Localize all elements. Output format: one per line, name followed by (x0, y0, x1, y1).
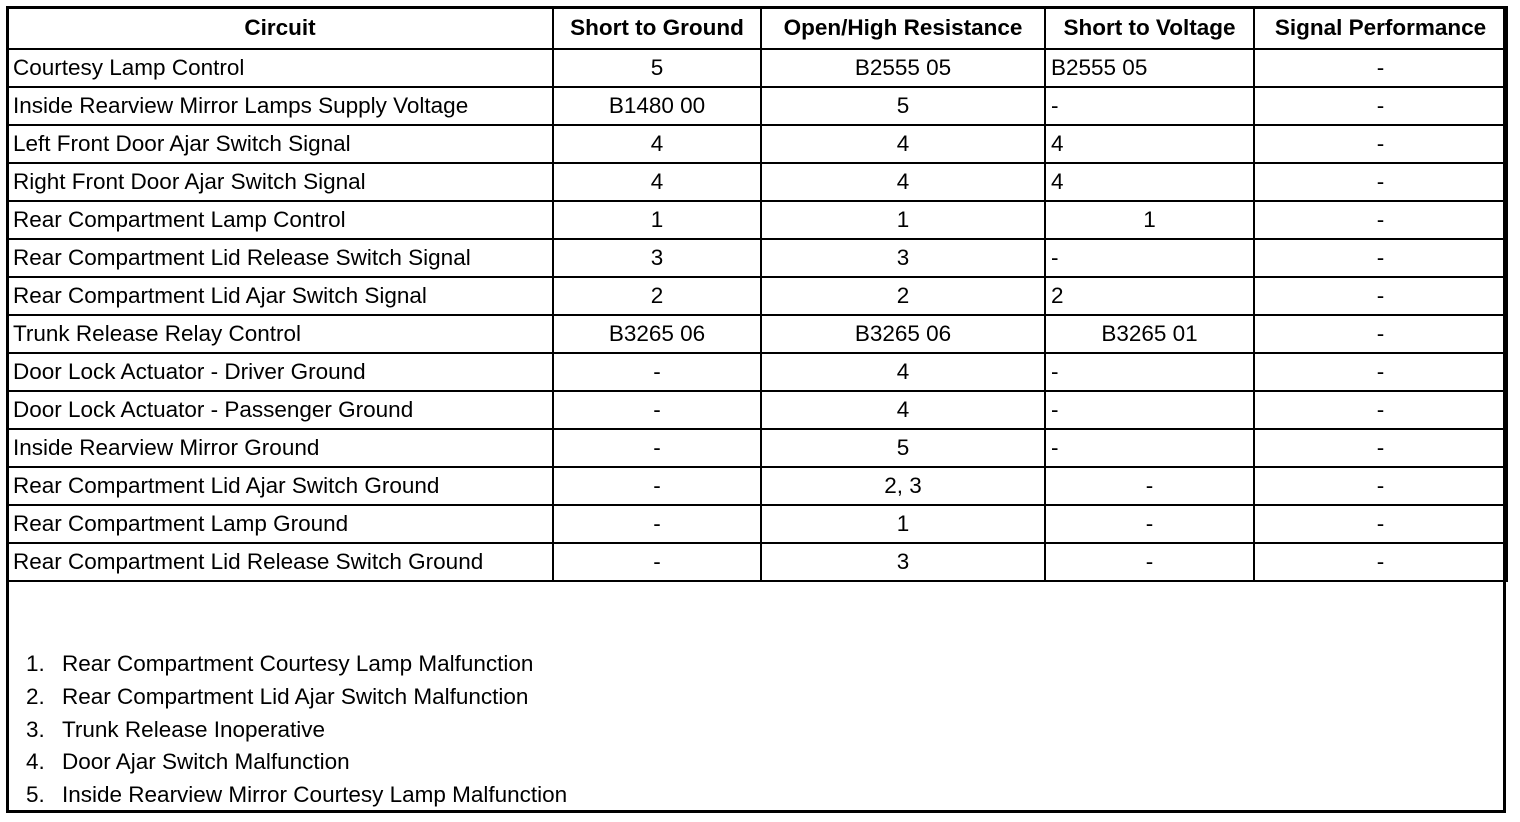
footnote-item (26, 681, 567, 714)
circuit-name-cell: Rear Compartment Lamp Control (7, 201, 553, 239)
signal-performance-cell: - (1254, 163, 1507, 201)
short-to-voltage-cell: - (1045, 429, 1254, 467)
signal-performance-cell: - (1254, 201, 1507, 239)
short-to-ground-cell: - (553, 505, 761, 543)
open-high-resistance-cell: 1 (761, 505, 1045, 543)
table-row (7, 353, 1507, 391)
table-row (7, 49, 1507, 87)
footnote-text: Rear Compartment Lid Ajar Switch Malfunction (62, 683, 529, 709)
signal-performance-cell: - (1254, 125, 1507, 163)
table-row (7, 239, 1507, 277)
short-to-voltage-cell: - (1045, 543, 1254, 581)
table-row (7, 391, 1507, 429)
circuit-name-cell: Rear Compartment Lid Ajar Switch Ground (7, 467, 553, 505)
short-to-voltage-cell: - (1045, 391, 1254, 429)
table-row (7, 543, 1507, 581)
table-header-row (7, 7, 1507, 49)
table-row (7, 163, 1507, 201)
footnote-number: 5. (26, 782, 45, 808)
table-row (7, 87, 1507, 125)
circuit-name-cell: Rear Compartment Lamp Ground (7, 505, 553, 543)
short-to-ground-cell: - (553, 353, 761, 391)
short-to-ground-cell: 4 (553, 125, 761, 163)
table-row (7, 315, 1507, 353)
open-high-resistance-cell: 4 (761, 353, 1045, 391)
signal-performance-cell: - (1254, 49, 1507, 87)
signal-performance-cell: - (1254, 277, 1507, 315)
footnote-item (26, 746, 567, 779)
circuit-name-cell: Inside Rearview Mirror Ground (7, 429, 553, 467)
short-to-ground-cell: - (553, 467, 761, 505)
short-to-voltage-cell: - (1045, 353, 1254, 391)
signal-performance-cell: - (1254, 429, 1507, 467)
footnote-text: Trunk Release Inoperative (62, 716, 326, 742)
circuit-name-cell: Rear Compartment Lid Release Switch Signal (7, 239, 553, 277)
circuit-name-cell: Door Lock Actuator - Driver Ground (7, 353, 553, 391)
open-high-resistance-cell: B2555 05 (761, 49, 1045, 87)
short-to-ground-cell: - (553, 543, 761, 581)
footnote-item (26, 714, 567, 747)
footnote-item (26, 648, 567, 681)
short-to-voltage-cell: 2 (1045, 277, 1254, 315)
table-row (7, 467, 1507, 505)
footnote-text: Rear Compartment Courtesy Lamp Malfunction (62, 651, 534, 676)
circuit-name-cell: Rear Compartment Lid Ajar Switch Signal (7, 277, 553, 315)
signal-performance-cell: - (1254, 239, 1507, 277)
signal-performance-cell: - (1254, 391, 1507, 429)
header-short-to-voltage: Short to Voltage (1045, 7, 1254, 49)
signal-performance-cell: - (1254, 505, 1507, 543)
open-high-resistance-cell: B3265 06 (761, 315, 1045, 353)
footnote-number: 1. (26, 651, 45, 676)
footnote-number: 3. (26, 716, 45, 742)
table-row (7, 201, 1507, 239)
open-high-resistance-cell: 4 (761, 391, 1045, 429)
footnote-number: 2. (26, 683, 45, 709)
table-row (7, 429, 1507, 467)
short-to-voltage-cell: B3265 01 (1045, 315, 1254, 353)
header-open-high-resistance: Open/High Resistance (761, 7, 1045, 49)
circuit-name-cell: Left Front Door Ajar Switch Signal (7, 125, 553, 163)
short-to-ground-cell: B3265 06 (553, 315, 761, 353)
signal-performance-cell: - (1254, 87, 1507, 125)
short-to-ground-cell: 3 (553, 239, 761, 277)
short-to-voltage-cell: - (1045, 505, 1254, 543)
short-to-voltage-cell: 1 (1045, 201, 1254, 239)
open-high-resistance-cell: 3 (761, 239, 1045, 277)
open-high-resistance-cell: 2 (761, 277, 1045, 315)
footnote-number: 4. (26, 749, 45, 775)
short-to-voltage-cell: - (1045, 87, 1254, 125)
short-to-ground-cell: - (553, 429, 761, 467)
short-to-voltage-cell: - (1045, 239, 1254, 277)
footnote-item (26, 779, 567, 812)
circuit-name-cell: Door Lock Actuator - Passenger Ground (7, 391, 553, 429)
table-row (7, 125, 1507, 163)
open-high-resistance-cell: 4 (761, 163, 1045, 201)
open-high-resistance-cell: 5 (761, 429, 1045, 467)
signal-performance-cell: - (1254, 353, 1507, 391)
footnotes (26, 648, 567, 812)
header-circuit: Circuit (7, 7, 553, 49)
circuit-name-cell: Inside Rearview Mirror Lamps Supply Voltage (7, 87, 553, 125)
signal-performance-cell: - (1254, 467, 1507, 505)
table-row (7, 277, 1507, 315)
footnote-text: Inside Rearview Mirror Courtesy Lamp Malfunction (62, 782, 568, 808)
short-to-voltage-cell: 4 (1045, 163, 1254, 201)
circuit-name-cell: Trunk Release Relay Control (7, 315, 553, 353)
short-to-ground-cell: - (553, 391, 761, 429)
open-high-resistance-cell: 3 (761, 543, 1045, 581)
short-to-ground-cell: 1 (553, 201, 761, 239)
short-to-voltage-cell: B2555 05 (1045, 49, 1254, 87)
short-to-ground-cell: 2 (553, 277, 761, 315)
table-row (7, 505, 1507, 543)
short-to-ground-cell: 4 (553, 163, 761, 201)
header-short-to-ground: Short to Ground (553, 7, 761, 49)
circuit-name-cell: Right Front Door Ajar Switch Signal (7, 163, 553, 201)
open-high-resistance-cell: 5 (761, 87, 1045, 125)
open-high-resistance-cell: 2, 3 (761, 467, 1045, 505)
header-signal-performance: Signal Performance (1254, 7, 1507, 49)
table-body (7, 49, 1507, 581)
circuit-name-cell: Courtesy Lamp Control (7, 49, 553, 87)
signal-performance-cell: - (1254, 315, 1507, 353)
short-to-ground-cell: B1480 00 (553, 87, 761, 125)
circuit-name-cell: Rear Compartment Lid Release Switch Ground (7, 543, 553, 581)
open-high-resistance-cell: 1 (761, 201, 1045, 239)
short-to-voltage-cell: 4 (1045, 125, 1254, 163)
signal-performance-cell: - (1254, 543, 1507, 581)
diagnostic-table (6, 6, 1508, 582)
open-high-resistance-cell: 4 (761, 125, 1045, 163)
short-to-ground-cell: 5 (553, 49, 761, 87)
short-to-voltage-cell: - (1045, 467, 1254, 505)
footnote-text: Door Ajar Switch Malfunction (62, 749, 350, 775)
